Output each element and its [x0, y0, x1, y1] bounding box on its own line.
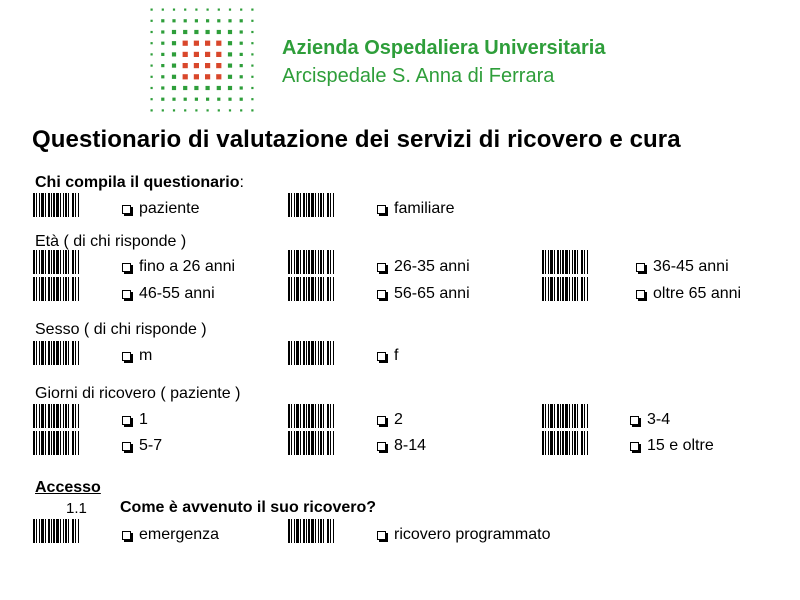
option-eta-2[interactable]: [377, 258, 470, 276]
organization-name: [282, 34, 605, 90]
option-giorni-6[interactable]: [630, 437, 714, 455]
option-eta-3[interactable]: [636, 258, 729, 276]
barcode-icon: [33, 431, 95, 455]
option-label: 56-65 anni: [394, 285, 470, 302]
option-paziente[interactable]: [122, 200, 200, 218]
checkbox-icon[interactable]: [630, 442, 639, 451]
barcode-icon: [33, 193, 95, 217]
option-label: 8-14: [394, 437, 427, 454]
option-giorni-2[interactable]: [377, 411, 403, 429]
checkbox-icon[interactable]: [377, 416, 386, 425]
barcode-icon: [542, 277, 604, 301]
checkbox-icon[interactable]: [122, 416, 131, 425]
organization-name-line1: Azienda Ospedaliera Universitaria: [282, 37, 606, 59]
option-label: m: [139, 347, 153, 364]
option-emergenza[interactable]: [122, 526, 219, 544]
page-title: Questionario di valutazione dei servizi di ricovero e cura: [32, 126, 681, 153]
option-label: familiare: [394, 200, 455, 217]
barcode-icon: [288, 431, 350, 455]
checkbox-icon[interactable]: [636, 290, 645, 299]
checkbox-icon[interactable]: [377, 263, 386, 272]
barcode-icon: [33, 404, 95, 428]
option-label: 46-55 anni: [139, 285, 215, 302]
option-eta-4[interactable]: [122, 285, 215, 303]
question-number: 1.1: [66, 500, 87, 517]
barcode-icon: [33, 519, 95, 543]
option-label: 15 e oltre: [647, 437, 714, 454]
option-label: 5-7: [139, 437, 163, 454]
option-label: ricovero programmato: [394, 526, 551, 543]
option-label: oltre 65 anni: [653, 285, 742, 302]
option-label: paziente: [139, 200, 200, 217]
barcode-icon: [542, 250, 604, 274]
option-giorni-1[interactable]: [122, 411, 148, 429]
checkbox-icon[interactable]: [377, 290, 386, 299]
checkbox-icon[interactable]: [377, 352, 386, 361]
barcode-icon: [288, 404, 350, 428]
question-text: Come è avvenuto il suo ricovero?: [120, 499, 377, 516]
section-label-chi-compila-text: Chi compila il questionario: [35, 174, 240, 191]
barcode-icon: [33, 341, 95, 365]
hospital-logo-icon: [146, 4, 258, 112]
checkbox-icon[interactable]: [122, 290, 131, 299]
option-label: fino a 26 anni: [139, 258, 236, 275]
section-label-sesso: Sesso ( di chi risponde ): [35, 321, 207, 338]
option-eta-6[interactable]: [636, 285, 741, 303]
checkbox-icon[interactable]: [122, 352, 131, 361]
section-label-colon: :: [239, 174, 244, 191]
barcode-icon: [288, 250, 350, 274]
barcode-icon: [288, 519, 350, 543]
option-giorni-4[interactable]: [122, 437, 162, 455]
option-eta-5[interactable]: [377, 285, 470, 303]
checkbox-icon[interactable]: [122, 205, 131, 214]
checkbox-icon[interactable]: [636, 263, 645, 272]
option-giorni-3[interactable]: [630, 411, 670, 429]
option-sesso-m[interactable]: [122, 347, 152, 365]
option-familiare[interactable]: [377, 200, 454, 218]
option-label: 26-35 anni: [394, 258, 470, 275]
barcode-icon: [542, 404, 604, 428]
section-label-giorni: Giorni di ricovero ( paziente ): [35, 385, 241, 402]
option-sesso-f[interactable]: [377, 347, 398, 365]
option-eta-1[interactable]: [122, 258, 235, 276]
option-label: emergenza: [139, 526, 220, 543]
checkbox-icon[interactable]: [377, 205, 386, 214]
option-label: 36-45 anni: [653, 258, 729, 275]
option-label: f: [394, 347, 399, 364]
checkbox-icon[interactable]: [630, 416, 639, 425]
checkbox-icon[interactable]: [122, 263, 131, 272]
section-label-chi-compila: [35, 174, 244, 192]
option-label: 1: [139, 411, 148, 428]
section-label-accesso: Accesso: [35, 479, 101, 496]
barcode-icon: [288, 193, 350, 217]
barcode-icon: [33, 250, 95, 274]
barcode-icon: [288, 341, 350, 365]
barcode-icon: [542, 431, 604, 455]
option-label: 3-4: [647, 411, 671, 428]
option-label: 2: [394, 411, 403, 428]
section-label-eta: Età ( di chi risponde ): [35, 233, 187, 250]
option-giorni-5[interactable]: [377, 437, 426, 455]
checkbox-icon[interactable]: [122, 531, 131, 540]
option-ricovero-programmato[interactable]: [377, 526, 551, 544]
checkbox-icon[interactable]: [377, 442, 386, 451]
checkbox-icon[interactable]: [377, 531, 386, 540]
barcode-icon: [288, 277, 350, 301]
checkbox-icon[interactable]: [122, 442, 131, 451]
organization-name-line2: Arcispedale S. Anna di Ferrara: [282, 65, 555, 87]
barcode-icon: [33, 277, 95, 301]
